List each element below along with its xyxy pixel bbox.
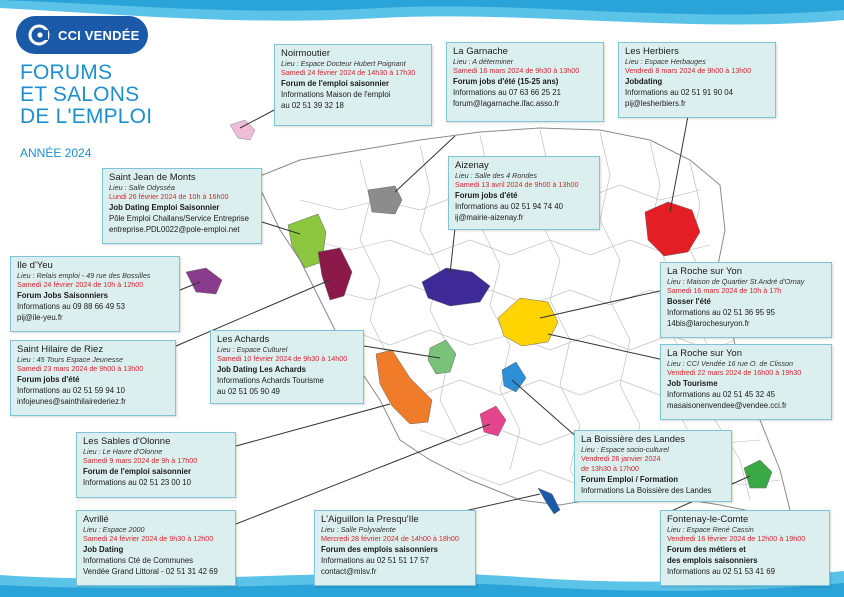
event-place: Lieu : Espace Docteur Hubert Poignant (281, 59, 406, 68)
event-info: Informations Achards Tourisme (217, 376, 324, 385)
event-card-la-roche-sur-yon-1 (660, 262, 832, 338)
event-city: La Roche sur Yon (667, 266, 743, 277)
event-city: La Roche sur Yon (667, 348, 743, 359)
event-city: Noirmoutier (281, 48, 331, 59)
event-card-aizenay (448, 156, 600, 230)
event-city: La Boissière des Landes (581, 434, 686, 445)
event-info: Pôle Emploi Challans/Service Entreprise (109, 214, 249, 223)
event-info: Informations La Boissière des Landes (581, 486, 712, 495)
event-title: Forum jobs d'été (455, 191, 518, 200)
area-ile-d-yeu (186, 268, 222, 294)
title-line: ET SALONS (20, 83, 140, 106)
event-city: Les Sables d'Olonne (83, 436, 171, 447)
event-title: Job Dating (83, 545, 124, 554)
event-title: Forum de l'emploi saisonnier (83, 467, 191, 476)
event-info: Vendée Grand Littoral - 02 51 31 42 69 (83, 567, 218, 576)
event-info: ij@mairie-aizenay.fr (455, 213, 524, 222)
event-card-la-garnache (446, 42, 604, 122)
event-info: masaisonenvendee@vendee.cci.fr (667, 401, 787, 410)
event-card-la-roche-sur-yon-2 (660, 344, 832, 420)
event-title: Forum Jobs Saisonniers (17, 291, 108, 300)
event-city: Saint Hilaire de Riez (17, 344, 104, 355)
title-line: DE L'EMPLOI (20, 105, 153, 128)
event-city: Avrillé (83, 514, 109, 525)
event-info: infojeunes@sainthilairederiez.fr (17, 397, 126, 406)
event-date-time: de 13h30 à 17h00 (581, 464, 639, 473)
event-info: entreprise.PDL0022@pole-emploi.net (109, 225, 240, 234)
event-date: Samedi 24 février 2024 de 10h à 12h00 (17, 280, 144, 289)
event-info: Informations au 02 51 36 95 95 (667, 308, 775, 317)
event-city: Aizenay (455, 160, 489, 171)
event-city: Saint Jean de Monts (109, 172, 196, 183)
event-city: Fontenay-le-Comte (667, 514, 749, 525)
event-card-fontenay-le-comte (660, 510, 830, 586)
logo-text: CCI VENDÉE (58, 27, 140, 43)
event-date: Samedi 9 mars 2024 de 9h à 17h00 (83, 456, 198, 465)
event-card-noirmoutier (274, 44, 432, 126)
event-place: Lieu : Espace René Cassin (667, 525, 754, 534)
event-date: Samedi 24 février 2024 de 9h30 à 12h00 (83, 534, 214, 543)
event-date: Vendredi 22 mars 2024 de 16h00 à 19h30 (667, 368, 802, 377)
area-noirmoutier (230, 120, 255, 140)
event-date: Samedi 24 février 2024 de 14h30 à 17h30 (281, 68, 416, 77)
event-card-les-achards (210, 330, 364, 404)
event-title: Bosser l'été (667, 297, 711, 306)
event-info: pij@ile-yeu.fr (17, 313, 63, 322)
event-place: Lieu : Espace 2000 (83, 525, 145, 534)
event-place: Lieu : Salle Odysséa (109, 183, 175, 192)
event-title: Forum jobs d'été (15-25 ans) (453, 77, 559, 86)
event-card-la-boissiere-des-landes (574, 430, 732, 502)
event-title-line2: des emplois saisonniers (667, 556, 758, 565)
event-info: Informations Cté de Communes (83, 556, 194, 565)
year-label: ANNÉE 2024 (20, 146, 92, 160)
event-date: Samedi 13 avril 2024 de 9h00 à 13h00 (455, 180, 579, 189)
event-place: Lieu : Espace Herbauges (625, 57, 706, 66)
event-info: Informations au 02 51 59 94 10 (17, 386, 125, 395)
event-title: Job Dating Les Achards (217, 365, 306, 374)
event-date: Samedi 23 mars 2024 de 9h00 à 13h00 (17, 364, 144, 373)
page-title (20, 62, 152, 128)
title-line: FORUMS (20, 61, 113, 84)
event-info: 14bis@larochesuryon.fr (667, 319, 750, 328)
event-title: Forum jobs d'été (17, 375, 80, 384)
event-info: Informations au 09 88 66 49 53 (17, 302, 125, 311)
event-info: au 02 51 39 32 18 (281, 101, 344, 110)
event-title: Forum des emplois saisonniers (321, 545, 438, 554)
event-info: Informations Maison de l'emploi (281, 90, 391, 99)
event-place: Lieu : CCI Vendée 16 rue O. de Clisson (667, 359, 793, 368)
event-card-saint-jean-de-monts (102, 168, 262, 244)
event-info: pij@lesherbiers.fr (625, 99, 686, 108)
event-place: Lieu : Salle des 4 Rondes (455, 171, 537, 180)
event-info: Informations au 02 51 51 17 57 (321, 556, 429, 565)
event-place: Lieu : 45 Tours Espace Jeunesse (17, 355, 124, 364)
event-card-avrille (76, 510, 236, 586)
event-city: Les Herbiers (625, 46, 679, 57)
event-city: La Garnache (453, 46, 508, 57)
event-date: Mercredi 28 février 2024 de 14h00 à 18h00 (321, 534, 459, 543)
event-title: Job Dating Emploi Saisonnier (109, 203, 220, 212)
cci-vendee-logo (16, 16, 148, 54)
event-title: Forum de l'emploi saisonnier (281, 79, 389, 88)
event-card-saint-hilaire-de-riez (10, 340, 176, 416)
event-date: Vendredi 16 février 2024 de 12h00 à 19h00 (667, 534, 806, 543)
event-card-les-sables-d-olonne (76, 432, 236, 498)
event-date: Samedi 10 février 2024 de 9h30 à 14h00 (217, 354, 348, 363)
event-place: Lieu : Relais emploi - 49 rue des Bossilles (17, 271, 151, 280)
event-place: Lieu : Maison de Quartier St André d'Ornay (667, 277, 805, 286)
event-card-les-herbiers (618, 42, 776, 118)
event-info: au 02 51 05 90 49 (217, 387, 280, 396)
event-info: Informations au 02 51 94 74 40 (455, 202, 563, 211)
event-info: Informations au 07 63 66 25 21 (453, 88, 561, 97)
event-city: Les Achards (217, 334, 270, 345)
event-city: Ile d'Yeu (17, 260, 53, 271)
event-date: Samedi 16 mars 2024 de 9h30 à 13h00 (453, 66, 580, 75)
event-info: Informations au 02 51 23 00 10 (83, 478, 191, 487)
event-title: Forum Emploi / Formation (581, 475, 679, 484)
event-date: Vendredi 8 mars 2024 de 9h00 à 13h00 (625, 66, 752, 75)
cci-logo-icon (28, 24, 50, 46)
event-info: contact@mlsv.fr (321, 567, 377, 576)
event-info: Informations au 02 51 91 90 04 (625, 88, 733, 97)
event-place: Lieu : Espace Culturel (217, 345, 288, 354)
event-date: Samedi 16 mars 2024 de 10h à 17h (667, 286, 782, 295)
event-place: Lieu : Le Havre d'Olonne (83, 447, 163, 456)
event-info: Informations au 02 51 53 41 69 (667, 567, 775, 576)
event-title: Job Tourisme (667, 379, 718, 388)
event-city: L'Aiguillon la Presqu'Ile (321, 514, 419, 525)
event-date: Lundi 26 février 2024 de 10h à 16h00 (109, 192, 229, 201)
event-date: Vendredi 26 janvier 2024 (581, 454, 661, 463)
event-title: Forum des métiers et (667, 545, 746, 554)
event-card-l-aiguillon-la-presqu-ile (314, 510, 476, 586)
event-info: forum@lagarnache.ifac.asso.fr (453, 99, 560, 108)
event-place: Lieu : Salle Polyvalente (321, 525, 396, 534)
event-place: Lieu : Espace socio-culturel (581, 445, 669, 454)
event-info: Informations au 02 51 45 32 45 (667, 390, 775, 399)
event-place: Lieu : A déterminer (453, 57, 514, 66)
event-card-ile-d-yeu (10, 256, 180, 332)
event-title: Jobdating (625, 77, 663, 86)
